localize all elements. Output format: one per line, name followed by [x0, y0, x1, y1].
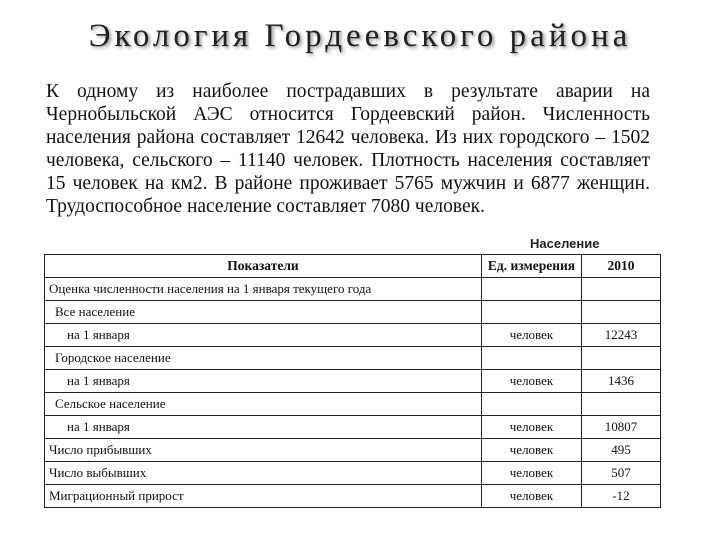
row-unit [482, 393, 582, 416]
table-header-row [45, 255, 661, 278]
row-unit: человек [482, 485, 582, 508]
table-row [45, 347, 661, 370]
row-value: 10807 [582, 416, 661, 439]
row-value: -12 [582, 485, 661, 508]
row-label: на 1 января [45, 370, 482, 393]
row-value [582, 347, 661, 370]
row-label: Все население [45, 301, 482, 324]
header-unit: Ед. измерения [482, 255, 582, 278]
row-label: Число прибывших [45, 439, 482, 462]
header-year: 2010 [582, 255, 661, 278]
row-label: Число выбывших [45, 462, 482, 485]
row-label: Сельское население [45, 393, 482, 416]
row-value: 12243 [582, 324, 661, 347]
population-table [44, 254, 661, 508]
row-value: 507 [582, 462, 661, 485]
row-label: на 1 января [45, 416, 482, 439]
row-unit: человек [482, 324, 582, 347]
row-unit: человек [482, 439, 582, 462]
row-unit: человек [482, 462, 582, 485]
row-label: Городское население [45, 347, 482, 370]
table-row [45, 462, 661, 485]
table-row [45, 439, 661, 462]
row-label: на 1 января [45, 324, 482, 347]
row-value [582, 393, 661, 416]
table-caption: Население [530, 236, 600, 251]
intro-paragraph: К одному из наиболее пострадавших в результате аварии на Чернобыльской АЭС относится Гордеевский район. Численность населения района составляет 12642 человека. Из них городского – 1502 человека, сельского – 11140 человек. Плотность населения составляет 15 человек на км2. В районе проживает 5765 мужчин и 6877 женщин. Трудоспособное население составляет 7080 человек. [46, 81, 650, 217]
row-unit [482, 278, 582, 301]
table-row [45, 278, 661, 301]
table-row [45, 485, 661, 508]
table-row [45, 393, 661, 416]
row-unit: человек [482, 370, 582, 393]
row-value: 495 [582, 439, 661, 462]
table-row [45, 324, 661, 347]
row-unit [482, 347, 582, 370]
row-value [582, 301, 661, 324]
table-row [45, 370, 661, 393]
header-indicators: Показатели [45, 255, 482, 278]
table-row [45, 416, 661, 439]
row-unit: человек [482, 416, 582, 439]
row-value [582, 278, 661, 301]
row-label: Оценка численности населения на 1 января текущего года [45, 278, 482, 301]
row-unit [482, 301, 582, 324]
page-title: Экология Гордеевского района [88, 18, 632, 54]
row-value: 1436 [582, 370, 661, 393]
row-label: Миграционный прирост [45, 485, 482, 508]
table-row [45, 301, 661, 324]
